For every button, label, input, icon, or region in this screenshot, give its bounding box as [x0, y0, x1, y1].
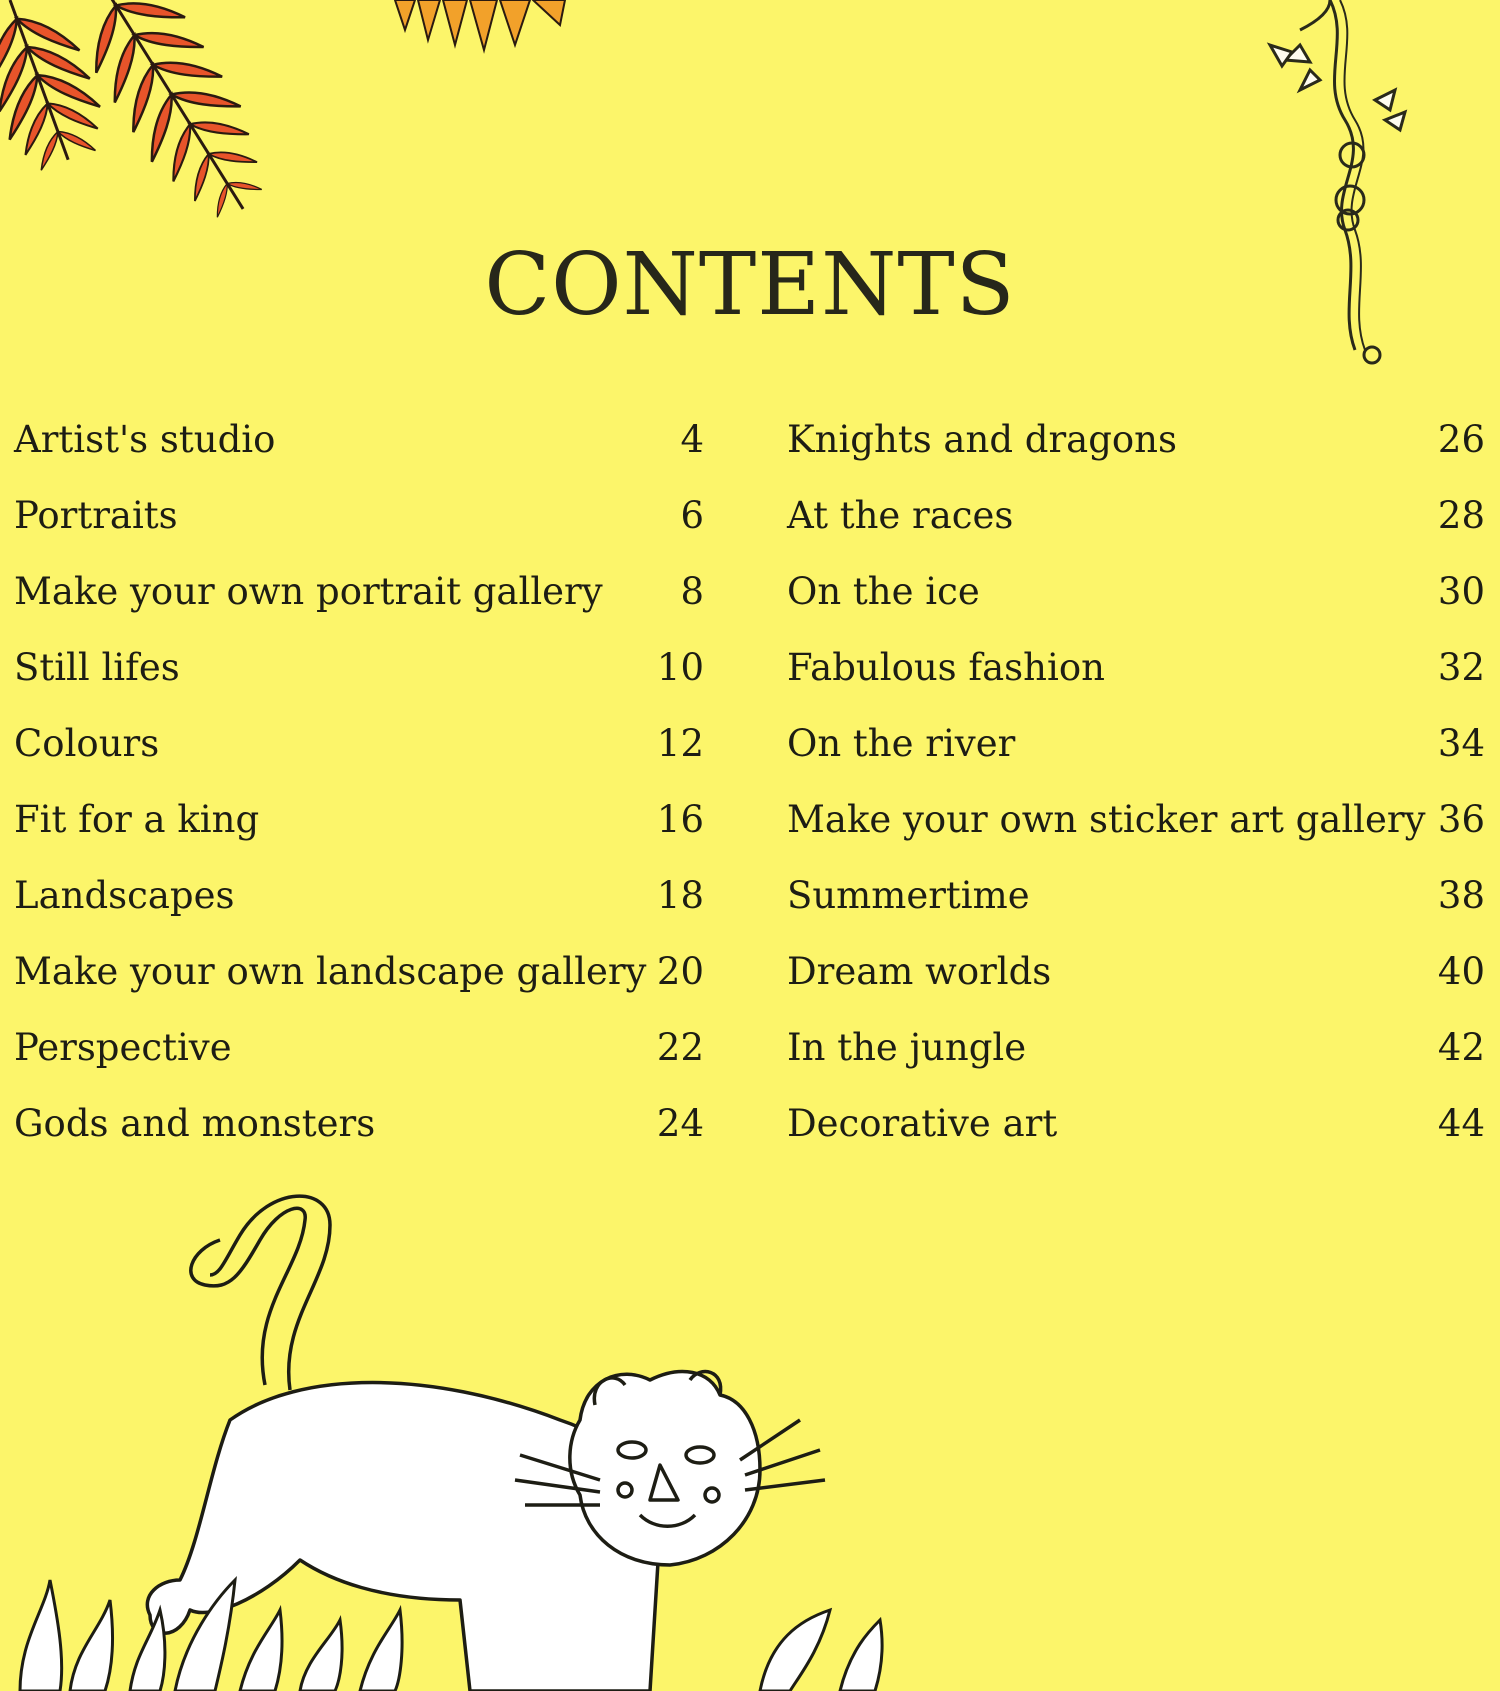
- entry-title: Knights and dragons: [787, 418, 1177, 461]
- entry-page-number: 22: [656, 1026, 704, 1069]
- entry-page-number: 6: [680, 494, 704, 537]
- contents-entry: [14, 798, 704, 874]
- fern-leaves-icon: [0, 0, 290, 238]
- contents-entry: [787, 874, 1485, 950]
- entry-page-number: 44: [1437, 1102, 1485, 1145]
- entry-page-number: 36: [1437, 798, 1485, 841]
- entry-title: Portraits: [14, 494, 178, 537]
- entry-title: Summertime: [787, 874, 1030, 917]
- entry-title: Dream worlds: [787, 950, 1052, 993]
- entry-page-number: 32: [1437, 646, 1485, 689]
- entry-title: Artist's studio: [14, 418, 276, 461]
- entry-page-number: 24: [656, 1102, 704, 1145]
- entry-title: Make your own landscape gallery: [14, 950, 647, 993]
- contents-column-left: [14, 418, 704, 1178]
- contents-entry: [787, 1026, 1485, 1102]
- tiger-drawing-icon: [147, 1196, 825, 1691]
- contents-entry: [787, 798, 1485, 874]
- entry-title: Landscapes: [14, 874, 235, 917]
- entry-page-number: 4: [680, 418, 704, 461]
- contents-entry: [14, 874, 704, 950]
- entry-page-number: 30: [1437, 570, 1485, 613]
- entry-title: On the ice: [787, 570, 980, 613]
- contents-column-right: [787, 418, 1485, 1178]
- entry-title: Colours: [14, 722, 160, 765]
- entry-title: Gods and monsters: [14, 1102, 376, 1145]
- entry-page-number: 10: [656, 646, 704, 689]
- entry-page-number: 42: [1437, 1026, 1485, 1069]
- entry-title: Make your own sticker art gallery: [787, 798, 1426, 841]
- entry-page-number: 34: [1437, 722, 1485, 765]
- contents-entry: [14, 1026, 704, 1102]
- contents-entry: [14, 722, 704, 798]
- entry-page-number: 8: [680, 570, 704, 613]
- entry-title: Fit for a king: [14, 798, 260, 841]
- contents-entry: [787, 570, 1485, 646]
- entry-page-number: 12: [656, 722, 704, 765]
- contents-entry: [14, 494, 704, 570]
- contents-entry: [787, 722, 1485, 798]
- contents-entry: [14, 570, 704, 646]
- entry-title: Still lifes: [14, 646, 180, 689]
- entry-title: At the races: [787, 494, 1014, 537]
- entry-title: Fabulous fashion: [787, 646, 1105, 689]
- contents-entry: [14, 1102, 704, 1178]
- entry-page-number: 26: [1437, 418, 1485, 461]
- contents-entry: [787, 646, 1485, 722]
- entry-title: In the jungle: [787, 1026, 1027, 1069]
- entry-page-number: 28: [1437, 494, 1485, 537]
- entry-page-number: 38: [1437, 874, 1485, 917]
- contents-entry: [787, 418, 1485, 494]
- entry-title: Make your own portrait gallery: [14, 570, 603, 613]
- entry-page-number: 16: [656, 798, 704, 841]
- page-title: CONTENTS: [484, 235, 1016, 335]
- contents-entry: [14, 646, 704, 722]
- contents-entry: [787, 494, 1485, 570]
- entry-page-number: 40: [1437, 950, 1485, 993]
- entry-title: Perspective: [14, 1026, 232, 1069]
- contents-entry: [787, 950, 1485, 1026]
- orange-leaf-fringe-icon: [395, 0, 565, 50]
- contents-entry: [787, 1102, 1485, 1178]
- entry-title: On the river: [787, 722, 1016, 765]
- entry-title: Decorative art: [787, 1102, 1058, 1145]
- contents-entry: [14, 418, 704, 494]
- contents-entry: [14, 950, 704, 1026]
- entry-page-number: 20: [656, 950, 704, 993]
- entry-page-number: 18: [656, 874, 704, 917]
